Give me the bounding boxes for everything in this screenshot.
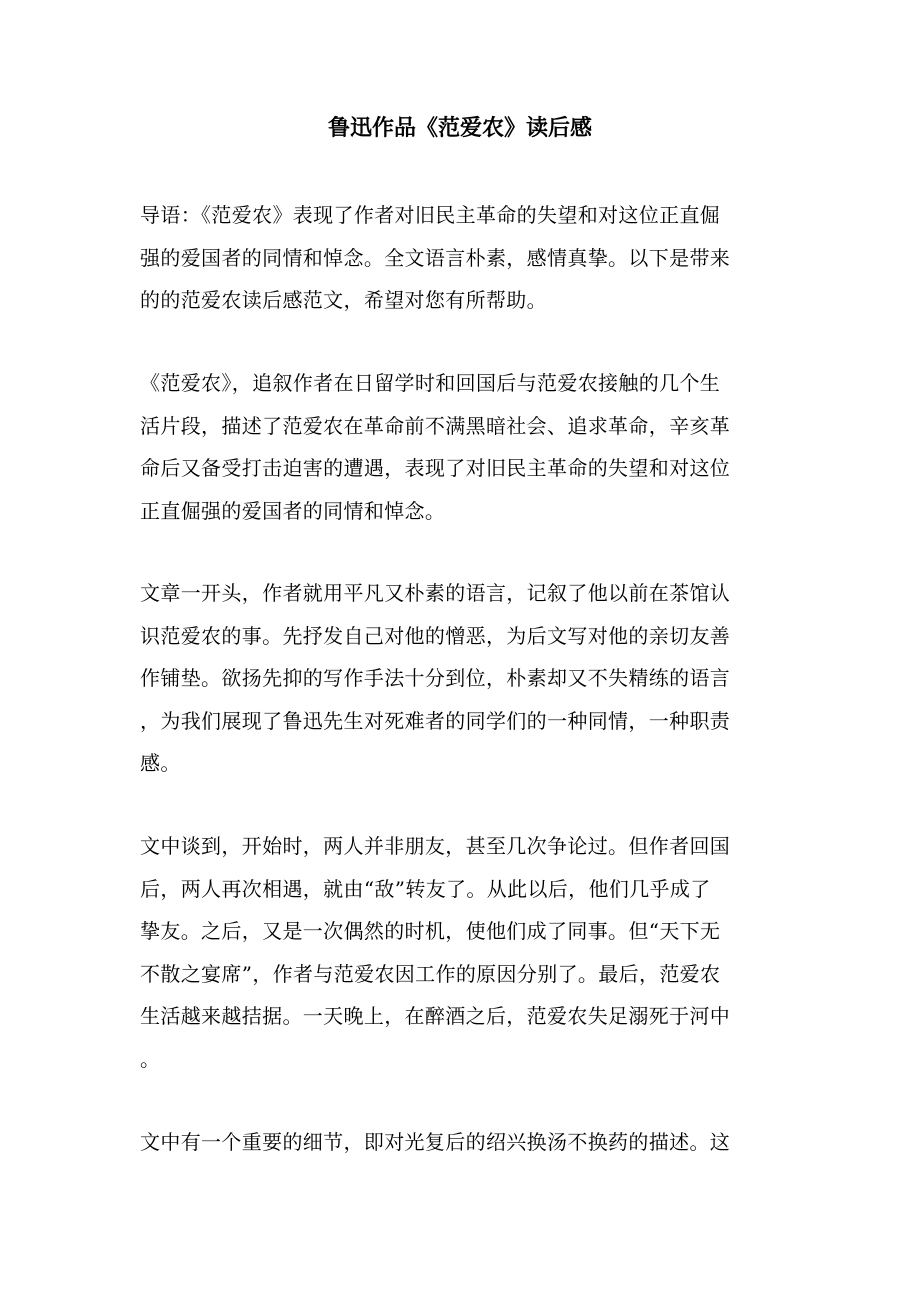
paragraph — [140, 825, 800, 1081]
text-line: 挚友。之后，又是一次偶然的时机，使他们成了同事。但“天下无 — [140, 919, 721, 944]
text-line: 生活越来越拮据。一天晚上，在醉酒之后，范爱农失足溺死于河中 — [140, 1004, 731, 1029]
document-title: 鲁迅作品《范爱农》读后感 — [327, 115, 592, 141]
paragraph — [140, 1121, 800, 1164]
text-line: 强的爱国者的同情和悼念。全文语言朴素，感情真挚。以下是带来 — [140, 245, 731, 270]
text-line: 文章一开头，作者就用平凡又朴素的语言，记叙了他以前在茶馆认 — [140, 581, 731, 605]
text-line: 作铺垫。欲扬先抑的写作手法十分到位，朴素却又不失精练的语言 — [140, 666, 731, 691]
text-line: 识范爱农的事。先抒发自己对他的憎恶，为后文写对他的亲切友善 — [140, 623, 731, 648]
text-line: 。 — [140, 1046, 161, 1071]
text-line: ，为我们展现了鲁迅先生对死难者的同学们的一种同情，一种职责 — [140, 708, 731, 733]
text-line: 《范爱农》，追叙作者在日留学时和回国后与范爱农接触的几个生 — [140, 371, 721, 395]
text-line: 后，两人再次相遇，就由“敌”转友了。从此以后，他们几乎成了 — [140, 876, 711, 901]
text-line: 活片段，描述了范爱农在革命前不满黑暗社会、追求革命，辛亥革 — [140, 413, 731, 438]
text-line: 文中有一个重要的细节，即对光复后的绍兴换汤不换药的描述。这 — [140, 1130, 731, 1154]
text-line: 命后又备受打击迫害的遭遇，表现了对旧民主革命的失望和对这位 — [140, 456, 731, 481]
paragraph — [140, 194, 800, 322]
text-line: 不散之宴席”，作者与范爱农因工作的原因分别了。最后，范爱农 — [140, 961, 721, 986]
text-line: 导语：《范爱农》表现了作者对旧民主革命的失望和对这位正直倔 — [140, 203, 721, 227]
paragraph — [140, 362, 800, 532]
text-line: 文中谈到，开始时，两人并非朋友，甚至几次争论过。但作者回国 — [140, 834, 731, 858]
text-line: 正直倔强的爱国者的同情和悼念。 — [140, 498, 446, 523]
text-line: 感。 — [140, 751, 181, 776]
paragraph — [140, 572, 800, 785]
text-line: 的的范爱农读后感范文，希望对您有所帮助。 — [140, 288, 547, 313]
